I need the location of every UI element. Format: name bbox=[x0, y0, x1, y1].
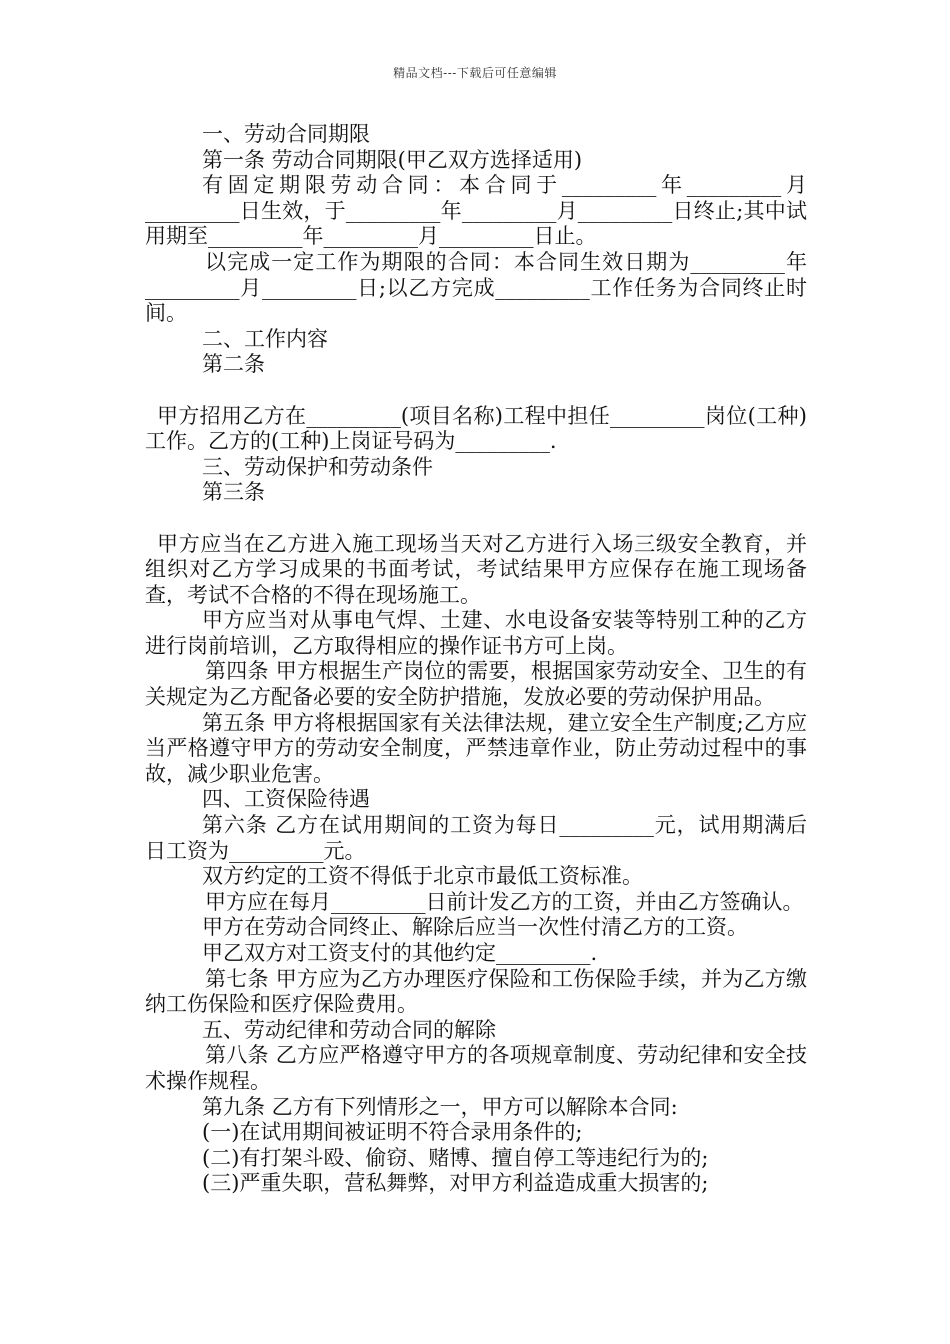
list-item: (一)在试用期间被证明不符合录用条件的; bbox=[202, 1120, 583, 1145]
section-heading: 二、工作内容 bbox=[202, 326, 328, 351]
article-heading: 第一条 劳动合同期限(甲乙双方选择适用) bbox=[202, 147, 583, 172]
paragraph: 甲方应当在乙方进入施工现场当天对乙方进行入场三级安全教育，并组织对乙方学习成果的书面考试，考试结果甲方应保存在施工现场备查，考试不合格的不得在现场施工。 bbox=[145, 531, 807, 607]
blank-line bbox=[145, 378, 807, 404]
section-heading: 五、劳动纪律和劳动合同的解除 bbox=[202, 1017, 496, 1042]
paragraph: 甲方招用乙方在_________(项目名称)工程中担任_________岗位(工种)工作。乙方的(工种)上岗证号码为_________. bbox=[145, 403, 807, 454]
section-heading: 四、工资保险待遇 bbox=[202, 787, 370, 812]
paragraph: 有固定期限劳动合同：本合同于_________年_________月_________日生效，于_________年_________月_________日终止;其中试用期至_________年_________月_________日止。 bbox=[145, 173, 807, 249]
paragraph: 甲方应当对从事电气焊、土建、水电设备安装等特别工种的乙方进行岗前培训，乙方取得相应的操作证书方可上岗。 bbox=[145, 608, 807, 658]
document-body bbox=[145, 122, 807, 1197]
list-item: (三)严重失职，营私舞弊，对甲方利益造成重大损害的; bbox=[202, 1171, 709, 1196]
paragraph: 第五条 甲方将根据国家有关法律法规，建立安全生产制度;乙方应当严格遵守甲方的劳动安全制度，严禁违章作业，防止劳动过程中的事故，减少职业危害。 bbox=[145, 710, 807, 786]
paragraph: 第七条 甲方应为乙方办理医疗保险和工伤保险手续，并为乙方缴纳工伤保险和医疗保险费用。 bbox=[145, 966, 807, 1017]
section-heading: 三、劳动保护和劳动条件 bbox=[202, 454, 433, 479]
list-item: (二)有打架斗殴、偷窃、赌博、擅自停工等违纪行为的; bbox=[202, 1145, 709, 1170]
paragraph: 以完成一定工作为期限的合同：本合同生效日期为_________年_________月_________日;以乙方完成_________工作任务为合同终止时间。 bbox=[145, 249, 807, 326]
paragraph: 甲方在劳动合同终止、解除后应当一次性付清乙方的工资。 bbox=[202, 915, 748, 940]
article-heading: 第三条 bbox=[202, 480, 265, 505]
page-header: 精品文档---下载后可任意编辑 bbox=[393, 66, 557, 80]
paragraph: 第六条 乙方在试用期间的工资为每日_________元，试用期满后日工资为_________元。 bbox=[145, 813, 807, 863]
paragraph: 甲乙双方对工资支付的其他约定_________. bbox=[202, 941, 598, 965]
paragraph: 双方约定的工资不得低于北京市最低工资标准。 bbox=[202, 864, 643, 889]
paragraph: 第四条 甲方根据生产岗位的需要，根据国家劳动安全、卫生的有关规定为乙方配备必要的安全防护措施，发放必要的劳动保护用品。 bbox=[145, 659, 807, 710]
paragraph: 第八条 乙方应严格遵守甲方的各项规章制度、劳动纪律和安全技术操作规程。 bbox=[145, 1043, 807, 1093]
blank-line bbox=[145, 506, 807, 532]
paragraph: 第九条 乙方有下列情形之一，甲方可以解除本合同: bbox=[202, 1094, 678, 1119]
article-heading: 第二条 bbox=[202, 352, 265, 377]
paragraph: 甲方应在每月_________日前计发乙方的工资，并由乙方签确认。 bbox=[205, 889, 804, 914]
section-heading: 一、劳动合同期限 bbox=[202, 122, 370, 146]
